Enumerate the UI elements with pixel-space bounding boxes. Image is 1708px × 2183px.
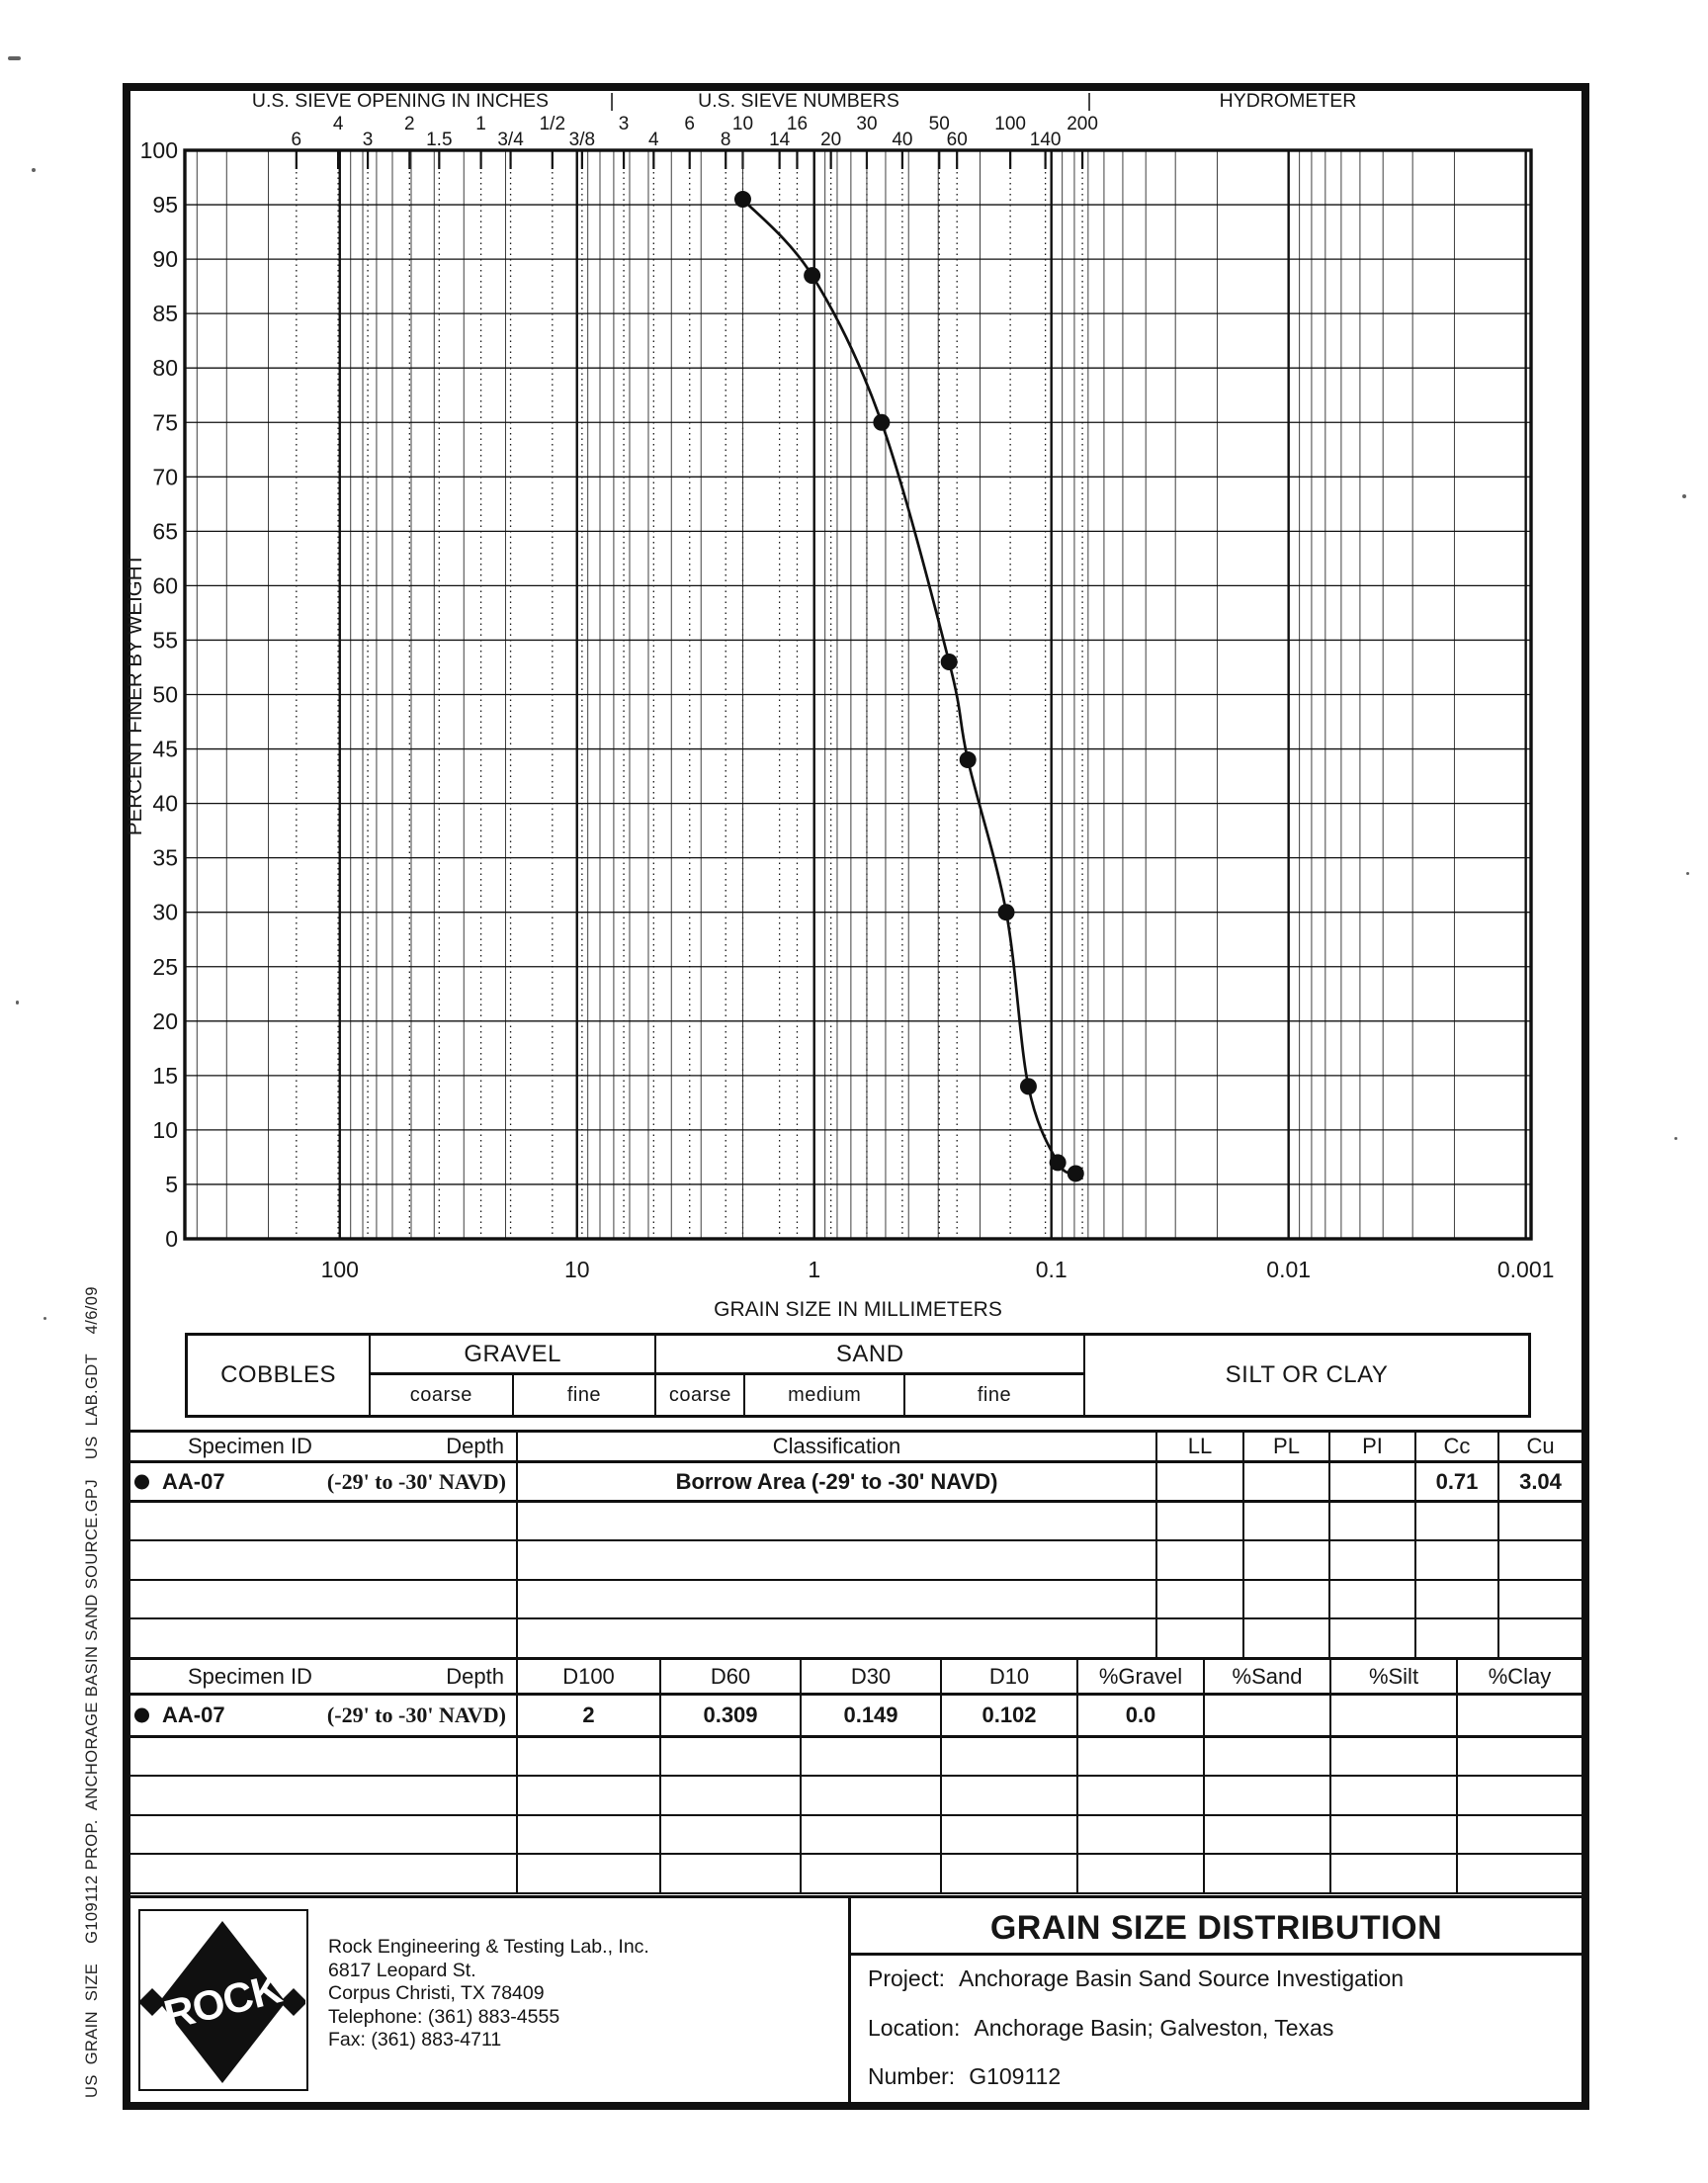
company-street: 6817 Leopard St.	[328, 1959, 476, 1981]
data-point-marker	[1068, 1165, 1084, 1181]
sieve-label: 4	[332, 114, 344, 134]
sieve-label: 8	[720, 130, 731, 150]
sieve-numbers-heading: U.S. SIEVE NUMBERS	[698, 90, 899, 112]
svg-text:ROCK: ROCK	[159, 1965, 286, 2039]
y-tick-label: 50	[152, 681, 178, 708]
y-tick-label: 45	[152, 736, 178, 762]
table-cell	[1330, 1695, 1457, 1737]
company-city: Corpus Christi, TX 78409	[328, 1982, 545, 2004]
sieve-label: 1.5	[426, 130, 453, 150]
data-point-marker	[1050, 1154, 1067, 1171]
table-cell	[1156, 1462, 1243, 1502]
y-tick-label: 55	[152, 627, 178, 654]
empty-table-row	[130, 1737, 1581, 1777]
data-point-marker	[873, 414, 890, 431]
y-tick-label: 5	[165, 1171, 178, 1197]
project-value: Anchorage Basin Sand Source Investigation	[958, 1965, 1405, 1991]
y-tick-label: 75	[152, 409, 178, 436]
column-header: %Clay	[1457, 1659, 1581, 1695]
x-tick-label: 100	[320, 1257, 359, 1282]
y-tick-label: 85	[152, 301, 178, 327]
series-marker-icon	[134, 1708, 149, 1723]
table-cell	[1329, 1462, 1415, 1502]
sieve-label: 200	[1067, 114, 1098, 134]
column-header: %Gravel	[1077, 1659, 1204, 1695]
empty-table-row	[130, 1776, 1581, 1815]
x-axis-title: GRAIN SIZE IN MILLIMETERS	[714, 1298, 1002, 1321]
y-tick-label: 10	[152, 1116, 178, 1143]
number-label: Number:	[868, 2063, 956, 2089]
sieve-label: 30	[856, 114, 878, 134]
depth-value: (-29' to -30' NAVD)	[326, 1468, 506, 1494]
bar-cobbles: COBBLES	[188, 1336, 371, 1415]
y-tick-label: 20	[152, 1007, 178, 1034]
location-row	[868, 2015, 1333, 2042]
location-label: Location:	[868, 2015, 961, 2041]
company-phone: Telephone: (361) 883-4555	[328, 2005, 560, 2028]
header-specimen-id: Specimen ID	[188, 1663, 312, 1689]
specimen-id-value: AA-07	[162, 1703, 225, 1727]
column-header: LL	[1156, 1432, 1243, 1462]
rock-logo-icon	[140, 1911, 305, 2088]
report-title: GRAIN SIZE DISTRIBUTION	[989, 1909, 1443, 1947]
sieve-label: 16	[786, 114, 809, 134]
table-row	[130, 1462, 1581, 1502]
column-header: PL	[1243, 1432, 1329, 1462]
empty-table-row	[130, 1540, 1581, 1580]
sieve-label: 1	[475, 114, 486, 134]
series-marker-icon	[134, 1474, 149, 1489]
column-header: D100	[517, 1659, 660, 1695]
sieve-label: 20	[820, 130, 842, 150]
y-tick-label: 60	[152, 572, 178, 599]
column-header: D60	[660, 1659, 801, 1695]
hydrometer-heading: HYDROMETER	[1219, 90, 1357, 112]
sieve-label: 14	[769, 130, 791, 150]
sieve-label: 3/4	[497, 130, 524, 150]
empty-table-row	[130, 1580, 1581, 1619]
bar-sand: SAND	[656, 1336, 1085, 1375]
header-specimen-id: Specimen ID	[188, 1434, 312, 1458]
table-cell	[1243, 1462, 1329, 1502]
bar-gravel-fine: fine	[514, 1375, 657, 1415]
column-header: Classification	[517, 1432, 1156, 1462]
empty-table-row	[130, 1815, 1581, 1855]
bar-gravel: GRAVEL	[371, 1336, 656, 1375]
y-tick-label: 25	[152, 953, 178, 980]
sieve-label: 60	[946, 130, 968, 150]
sieve-label: 100	[994, 114, 1026, 134]
sieve-label: 50	[928, 114, 950, 134]
footer-title-block	[130, 1895, 1581, 2102]
y-tick-label: 35	[152, 844, 178, 871]
y-tick-label: 100	[139, 137, 178, 163]
sieve-label: 3/8	[568, 130, 596, 150]
project-label: Project:	[868, 1965, 945, 1991]
data-point-marker	[998, 904, 1015, 920]
y-tick-label: 80	[152, 355, 178, 382]
location-value: Anchorage Basin; Galveston, Texas	[974, 2015, 1334, 2041]
column-header: %Silt	[1330, 1659, 1457, 1695]
data-point-marker	[941, 654, 958, 670]
column-header: PI	[1329, 1432, 1415, 1462]
x-tick-label: 0.1	[1035, 1257, 1068, 1282]
heading-separator: |	[1086, 90, 1092, 112]
title-rule	[851, 1953, 1581, 1956]
depth-value: (-29' to -30' NAVD)	[326, 1703, 506, 1727]
x-tick-label: 0.01	[1266, 1257, 1312, 1282]
sieve-label: 10	[731, 114, 754, 134]
bar-gravel-coarse: coarse	[371, 1375, 513, 1415]
sieve-inches-heading: U.S. SIEVE OPENING IN INCHES	[251, 90, 550, 112]
number-row	[868, 2063, 1061, 2090]
y-axis-title: PERCENT FINER BY WEIGHT	[124, 553, 146, 836]
y-tick-label: 0	[165, 1226, 178, 1252]
data-point-marker	[1020, 1078, 1037, 1094]
column-header: D30	[801, 1659, 941, 1695]
empty-table-row	[130, 1854, 1581, 1893]
empty-table-row	[130, 1502, 1581, 1541]
y-tick-label: 90	[152, 246, 178, 273]
header-depth: Depth	[446, 1434, 504, 1458]
x-tick-label: 10	[563, 1257, 590, 1282]
empty-table-row	[130, 1618, 1581, 1658]
sieve-label: 40	[892, 130, 913, 150]
table-cell: 2	[517, 1695, 660, 1737]
table-cell: Borrow Area (-29' to -30' NAVD)	[517, 1462, 1156, 1502]
gradation-table	[130, 1657, 1581, 1894]
data-point-marker	[804, 267, 820, 284]
table-cell: 0.149	[801, 1695, 941, 1737]
table-cell	[1204, 1695, 1330, 1737]
sieve-label: 4	[648, 130, 659, 150]
bar-silt-or-clay: SILT OR CLAY	[1225, 1361, 1389, 1388]
table-cell: 3.04	[1498, 1462, 1581, 1502]
heading-separator: |	[609, 90, 615, 112]
specimen-id-value: AA-07	[162, 1468, 225, 1494]
column-header: %Sand	[1204, 1659, 1330, 1695]
company-address	[328, 1936, 649, 2052]
column-header: D10	[941, 1659, 1077, 1695]
table-cell: 0.309	[660, 1695, 801, 1737]
bar-sand-coarse: coarse	[656, 1375, 745, 1415]
bar-sand-fine: fine	[905, 1375, 1085, 1415]
header-depth: Depth	[446, 1663, 504, 1689]
gradation-curve	[742, 200, 1075, 1174]
y-tick-label: 95	[152, 192, 178, 218]
y-tick-label: 40	[152, 790, 178, 817]
sieve-label: 3	[362, 130, 374, 150]
table-cell: 0.0	[1077, 1695, 1204, 1737]
column-header: Cc	[1415, 1432, 1498, 1462]
sieve-label: 6	[291, 130, 302, 150]
company-logo	[138, 1909, 308, 2091]
x-tick-label: 0.001	[1496, 1257, 1555, 1282]
sieve-label: 2	[404, 114, 415, 134]
table-cell: 0.102	[941, 1695, 1077, 1737]
data-point-marker	[960, 751, 977, 768]
column-header: Cu	[1498, 1432, 1581, 1462]
sieve-label: 1/2	[539, 114, 566, 134]
data-point-marker	[734, 191, 751, 208]
project-row	[868, 1965, 1404, 1992]
number-value: G109112	[969, 2063, 1062, 2089]
company-name: Rock Engineering & Testing Lab., Inc.	[328, 1936, 649, 1958]
table-row	[130, 1695, 1581, 1737]
sieve-label: 6	[684, 114, 696, 134]
x-tick-label: 1	[808, 1257, 821, 1282]
classification-bar	[185, 1333, 1531, 1418]
bar-sand-medium: medium	[745, 1375, 904, 1415]
y-tick-label: 30	[152, 899, 178, 925]
y-tick-label: 15	[152, 1062, 178, 1089]
margin-file-note: US GRAIN SIZE G109112 PROP. ANCHORAGE BASIN SAND SOURCE.GPJ US LAB.GDT 4/6/09	[83, 1286, 101, 2098]
sieve-label: 3	[618, 114, 630, 134]
table-cell: 0.71	[1415, 1462, 1498, 1502]
y-tick-label: 65	[152, 518, 178, 545]
table-cell	[1457, 1695, 1581, 1737]
y-tick-label: 70	[152, 464, 178, 490]
company-fax: Fax: (361) 883-4711	[328, 2029, 502, 2051]
sieve-label: 140	[1029, 130, 1062, 150]
classification-table	[130, 1430, 1581, 1659]
